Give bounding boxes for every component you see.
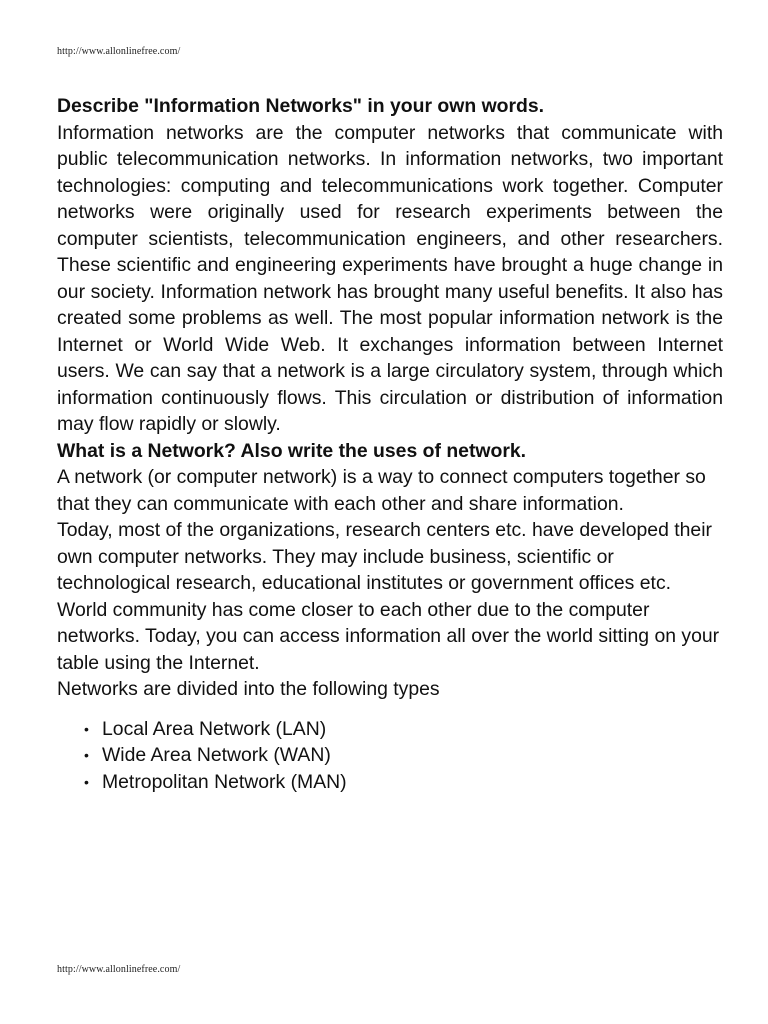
paragraph-network-types-intro: Networks are divided into the following types bbox=[57, 678, 440, 700]
list-item-label: Metropolitan Network (MAN) bbox=[102, 770, 347, 793]
list-item-label: Local Area Network (LAN) bbox=[102, 717, 327, 740]
paragraph-network-uses: Today, most of the organizations, research centers etc. have developed their own computer networks. They may include business, scientific or technological research, educational institutes or government offices etc. World community has come closer to each other due to the computer networks. Today, you can access information all over the world sitting on your table using the Internet. bbox=[57, 519, 720, 674]
list-item bbox=[57, 716, 723, 743]
footer-url: http://www.allonlinefree.com/ bbox=[57, 964, 181, 975]
document-body bbox=[57, 93, 723, 795]
bullet-icon: • bbox=[84, 747, 89, 763]
section-heading-information-networks: Describe "Information Networks" in your own words. bbox=[57, 95, 545, 117]
list-item-label: Wide Area Network (WAN) bbox=[102, 744, 331, 766]
list-item bbox=[57, 769, 723, 796]
bullet-icon: • bbox=[84, 773, 89, 790]
section-heading-what-is-network: What is a Network? Also write the uses of network. bbox=[57, 439, 527, 462]
bullet-icon: • bbox=[84, 720, 89, 737]
paragraph-network-definition: A network (or computer network) is a way to connect computers together so that they can communicate with each other and share information. bbox=[57, 466, 706, 515]
header-url: http://www.allonlinefree.com/ bbox=[57, 46, 181, 57]
network-types-list bbox=[57, 716, 723, 796]
paragraph-information-networks: Information networks are the computer networks that communicate with public telecommunication networks. In information networks, two important technologies: computing and telecommunications work together. Computer networks were originally used for research experiments between the computer scientists, telecommunication engineers, and other researchers. These scientific and engineering experiments have brought a huge change in our society. Information network has brought many useful benefits. It also has created some problems as well. The most popular information network is the Internet or World Wide Web. It exchanges information between Internet users. We can say that a network is a large circulatory system, through which information continuously flows. This circulation or distribution of information may flow rapidly or slowly. bbox=[57, 121, 723, 435]
list-item bbox=[57, 742, 723, 769]
